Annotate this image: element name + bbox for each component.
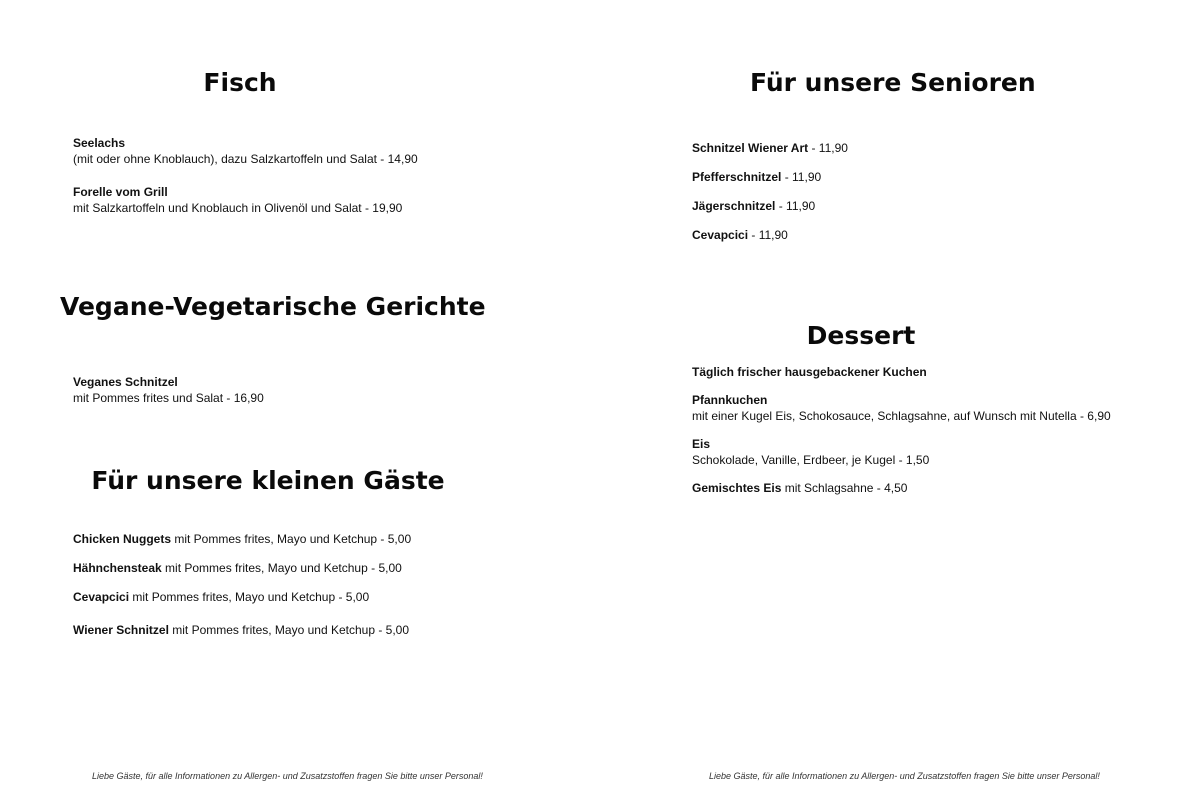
menu-item-name: Cevapcici [692,228,749,242]
menu-item [692,436,1111,468]
senioren-items [692,140,848,243]
allergen-note: Liebe Gäste, für alle Informationen zu Allergen- und Zusatzstoffen fragen Sie bitte unser Personal! [92,771,483,781]
menu-item-name: Wiener Schnitzel [73,623,169,637]
menu-item [692,198,848,214]
menu-item [692,140,848,156]
menu-item [73,531,411,547]
dessert-items [692,364,1111,496]
section-title-fisch: Fisch [203,68,277,97]
menu-item-desc: - 11,90 [808,141,848,155]
menu-item-name: Schnitzel Wiener Art [692,141,809,155]
menu-item [73,184,418,216]
fisch-items [73,135,418,216]
section-title-vegan: Vegane-Vegetarische Gerichte [60,292,486,321]
menu-item-desc: mit Pommes frites, Mayo und Ketchup - 5,00 [171,532,412,546]
menu-item-name: Pfannkuchen [692,393,768,407]
menu-item-desc: mit Pommes frites und Salat - 16,90 [73,391,264,405]
menu-page-right [600,0,1200,800]
menu-item-name: Cevapcici [73,590,130,604]
menu-item-name: Täglich frischer hausgebackener Kuchen [692,365,927,379]
menu-item-desc: (mit oder ohne Knoblauch), dazu Salzkartoffeln und Salat - 14,90 [73,152,418,166]
menu-item-name: Chicken Nuggets [73,532,172,546]
menu-item [692,169,848,185]
section-title-senioren: Für unsere Senioren [750,68,1036,97]
allergen-note: Liebe Gäste, für alle Informationen zu Allergen- und Zusatzstoffen fragen Sie bitte unser Personal! [709,771,1100,781]
menu-item-name: Pfefferschnitzel [692,170,782,184]
menu-item-name: Gemischtes Eis [692,481,782,495]
menu-item [692,480,1111,496]
menu-item-desc: - 11,90 [775,199,816,213]
menu-item [73,622,411,638]
menu-item-desc: mit Pommes frites, Mayo und Ketchup - 5,00 [129,590,370,604]
menu-item [692,227,848,243]
menu-item [73,589,411,605]
menu-item [73,374,264,406]
menu-item-desc: - 11,90 [781,170,822,184]
menu-item-name: Veganes Schnitzel [73,375,178,389]
kids-items [73,531,411,638]
menu-item-name: Jägerschnitzel [692,199,776,213]
menu-item-name: Hähnchensteak [73,561,162,575]
menu-item-desc: mit Pommes frites, Mayo und Ketchup - 5,00 [161,561,402,575]
menu-item-desc: mit einer Kugel Eis, Schokosauce, Schlagsahne, auf Wunsch mit Nutella - 6,90 [692,409,1111,423]
menu-item-desc: Schokolade, Vanille, Erdbeer, je Kugel - 1,50 [692,453,930,467]
menu-item [73,560,411,576]
menu-item [692,392,1111,424]
section-title-kids: Für unsere kleinen Gäste [91,466,445,495]
menu-item-desc: - 11,90 [748,228,788,242]
menu-item-desc: mit Salzkartoffeln und Knoblauch in Olivenöl und Salat - 19,90 [73,201,403,215]
menu-item-desc: mit Pommes frites, Mayo und Ketchup - 5,00 [168,623,410,637]
dessert-intro [692,364,1111,380]
vegan-items [73,374,264,406]
menu-item-desc: mit Schlagsahne - 4,50 [781,481,908,495]
menu-item-name: Seelachs [73,136,126,150]
section-title-dessert: Dessert [806,321,916,350]
menu-item-name: Eis [692,437,711,451]
menu-item [73,135,418,167]
menu-item-name: Forelle vom Grill [73,185,168,199]
